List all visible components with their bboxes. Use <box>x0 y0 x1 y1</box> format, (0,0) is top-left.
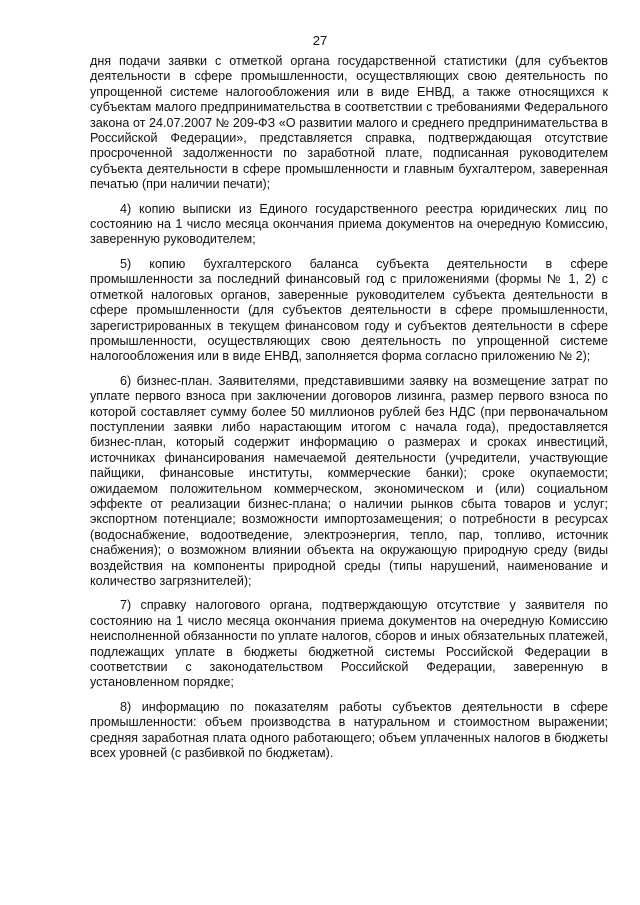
page-number: 27 <box>312 33 328 48</box>
document-body <box>90 54 608 770</box>
paragraph-item-7: 7) справку налогового органа, подтверждающую отсутствие у заявителя по состоянию на 1 число месяца окончания приема документов на очередную Комиссию неисполненной обязанности по уплате налогов, сборов и иных обязательных платежей, подлежащих уплате в бюджеты бюджетной системы Российской Федерации в соответствии с законодательством Российской Федерации, заверенную в установленном порядке; <box>90 598 608 690</box>
paragraph-item-6: 6) бизнес-план. Заявителями, представившими заявку на возмещение затрат по уплате первого взноса при заключении договоров лизинга, размер первого взноса по которой составляет сумму более 50 миллионов рублей без НДС (при первоначальном поступлении заявки либо нарастающим итогом с начала года), предоставляется бизнес-план, который содержит информацию о размерах и сроках инвестиций, источниках финансирования намечаемой деятельности (учредители, участвующие пайщики, финансовые институты, коммерческие банки); сроке окупаемости; ожидаемом положительном коммерческом, экономическом и (или) социальном эффекте от реализации бизнес-плана; о наличии рынков сбыта товаров и услуг; экспортном потенциале; возможности импортозамещения; о потребности в ресурсах (водоснабжение, водоотведение, электроэнергия, тепло, пар, топливо, источник снабжения); о возможном влиянии объекта на окружающую природную среду (виды воздействия на компоненты природной среды (типы нарушений, наименование и количество загрязнителей); <box>90 373 608 588</box>
paragraph-continuation: дня подачи заявки с отметкой органа государственной статистики (для субъектов деятельности в сфере промышленности, осуществляющих свою деятельность по упрощенной системе налогообложения или в виде ЕНВД, а также относящихся к субъектам малого предпринимательства в соответствии с требованиями Федерального закона от 24.07.2007 № 209-ФЗ «О развитии малого и среднего предпринимательства в Российской Федерации», представляется справка, подтверждающая отсутствие просроченной задолженности по заработной плате, подписанная руководителем субъекта деятельности в сфере промышленности и главным бухгалтером, заверенная печатью (при наличии печати); <box>90 54 608 192</box>
paragraph-item-5: 5) копию бухгалтерского баланса субъекта деятельности в сфере промышленности за последний финансовый год с приложениями (формы № 1, 2) с отметкой налоговых органов, заверенные руководителем субъекта деятельности в сфере промышленности (для субъектов деятельности в сфере промышленности, зарегистрированных в текущем финансовом году и субъектов деятельности в сфере промышленности, осуществляющих свою деятельность по упрощенной системе налогообложения или в виде ЕНВД, заполняется форма согласно приложению № 2); <box>90 256 608 364</box>
paragraph-item-4: 4) копию выписки из Единого государственного реестра юридических лиц по состоянию на 1 число месяца окончания приема документов на очередную Комиссию, заверенную руководителем; <box>90 201 608 247</box>
paragraph-item-8: 8) информацию по показателям работы субъектов деятельности в сфере промышленности: объем производства в натуральном и стоимостном выражении; средняя заработная плата одного работающего; объем уплаченных налогов в бюджеты всех уровней (с разбивкой по бюджетам). <box>90 699 608 761</box>
